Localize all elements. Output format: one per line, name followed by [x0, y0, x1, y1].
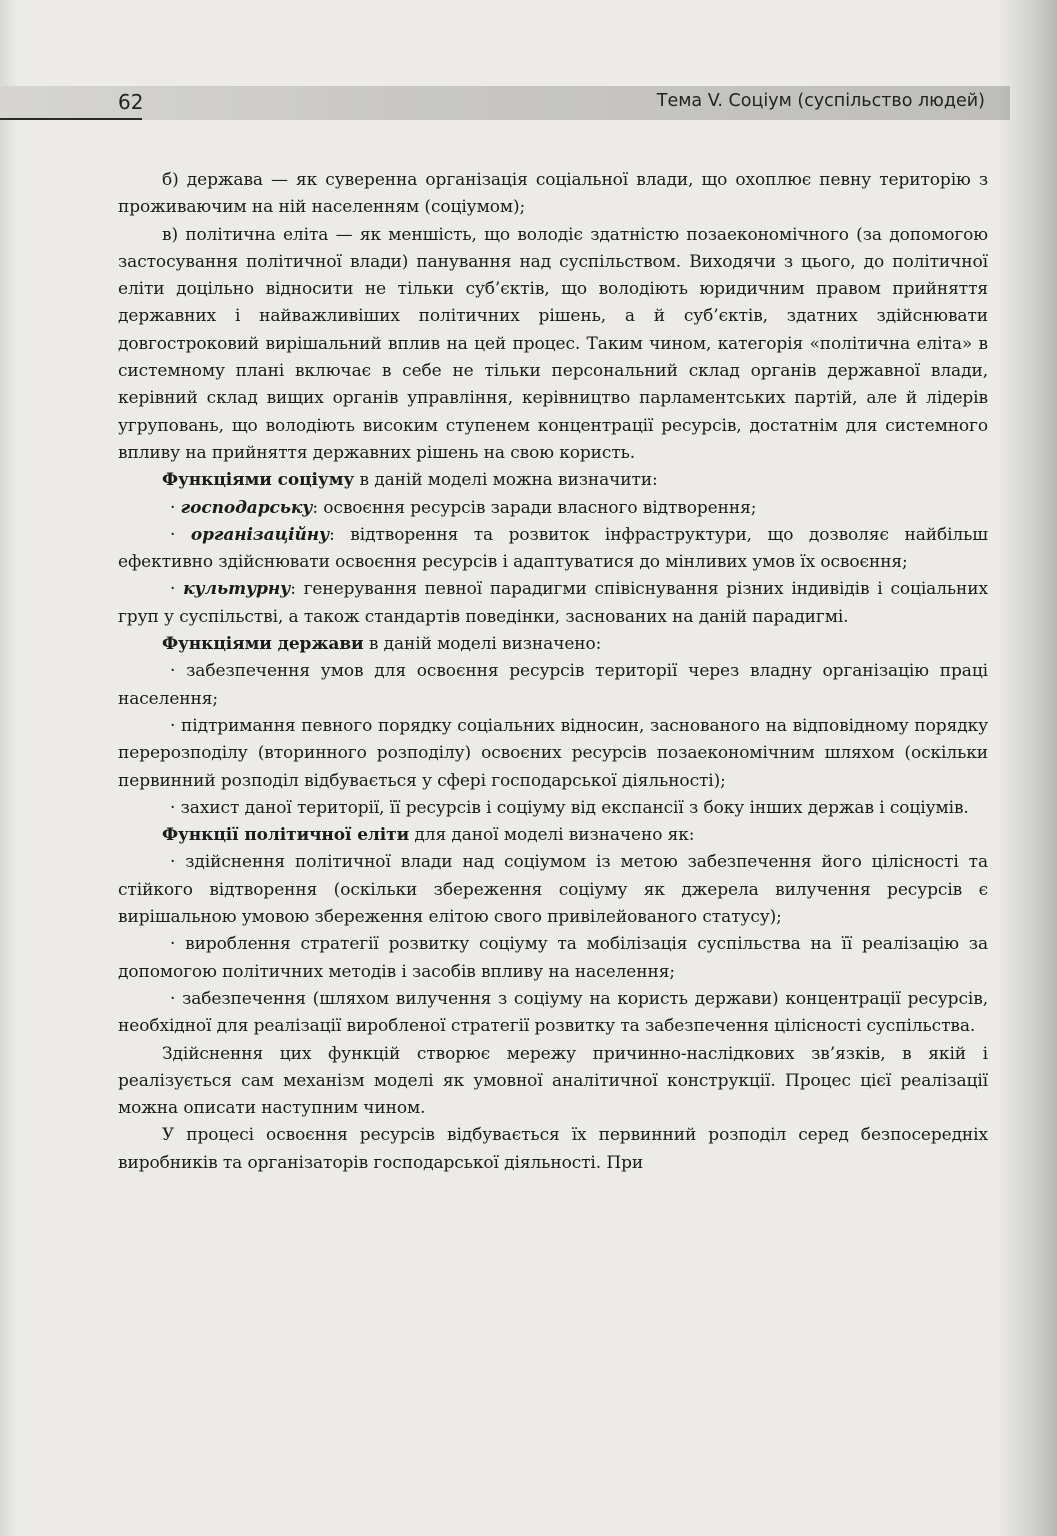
list-item: · захист даної території, її ресурсів і соціуму від експансії з боку інших держав і соціумів. [170, 797, 969, 818]
header-rule [0, 118, 142, 120]
page-number: 62 [118, 90, 144, 114]
paragraph-mechanism: Здійснення цих функцій створює мережу причинно-наслідкових зв’язків, в якій і реалізується сам механізм моделі як умовної аналітичної конструкції. Процес цієї реалізації можна описати наступним чином. [118, 1043, 988, 1119]
heading-elite-functions: Функції політичної еліти для даної моделі визначено як: [162, 825, 695, 846]
list-item: · підтримання певного порядку соціальних відносин, заснованого на відповідному порядку перерозподілу (вторинного розподілу) освоєних ресурсів позаекономічним шляхом (оскільки первинний розподіл відбувається у сфері господарської діяльності); [118, 715, 988, 791]
heading-society-functions: Функціями соціуму в даній моделі можна визначити: [162, 470, 658, 491]
list-item: · забезпечення умов для освоєння ресурсів території через владну організацію праці населення; [118, 661, 988, 709]
paragraph-elite: в) політична еліта — як меншість, що володіє здатністю позаекономічного (за допомогою застосування політичної влади) панування над суспільством. Виходячи з цього, до політичної еліти доцільно відносити не тільки суб’єктів, що володіють юридичним правом прийняття державних і найважливіших політичних рішень, а й суб’єктів, здатних здійснювати довгостроковий вирішальний вплив на цей процес. Таким чином, категорія «політична еліта» в системному плані включає в себе не тільки персональний склад органів державної влади, керівний склад вищих органів управління, керівництво парламентських партій, але й лідерів угруповань, що володіють високим ступенем концентрації ресурсів, достатнім для системного впливу на прийняття державних рішень на свою користь. [118, 224, 988, 463]
list-item: · господарську: освоєння ресурсів заради власного відтворення; [170, 497, 757, 518]
body-text [118, 167, 988, 1177]
list-item: · забезпечення (шляхом вилучення з соціуму на користь держави) концентрації ресурсів, необхідної для реалізації виробленої стратегії розвитку та забезпечення цілісності суспільства. [118, 988, 988, 1037]
chapter-title: Тема V. Соціум (суспільство людей) [656, 91, 985, 111]
list-item: · здійснення політичної влади над соціумом із метою забезпечення його цілісності та стійкого відтворення (оскільки збереження соціуму як джерела вилучення ресурсів є вирішальною умовою збереження елітою свого привілейованого статусу); [118, 852, 988, 928]
list-item: · організаційну: відтворення та розвиток інфраструктури, що дозволяє найбільш ефективно здійснювати освоєння ресурсів і адаптуватися до мінливих умов їх освоєння; [118, 524, 988, 573]
scan-left-shade [0, 0, 18, 1536]
paragraph-resources: У процесі освоєння ресурсів відбувається їх первинний розподіл серед безпосередніх виробників та організаторів господарської діяльності. При [118, 1125, 988, 1173]
list-item: · вироблення стратегії розвитку соціуму та мобілізація суспільства на її реалізацію за допомогою політичних методів і засобів впливу на населення; [118, 934, 988, 982]
paragraph-state: б) держава — як суверенна організація соціальної влади, що охоплює певну територію з проживаючим на ній населенням (соціумом); [118, 170, 988, 218]
scan-right-shade [997, 0, 1057, 1536]
list-item: · культурну: генерування певної парадигми співіснування різних індивідів і соціальних груп у суспільстві, а також стандартів поведінки, заснованих на даній парадигмі. [118, 579, 989, 627]
heading-state-functions: Функціями держави в даній моделі визначено: [162, 634, 602, 655]
